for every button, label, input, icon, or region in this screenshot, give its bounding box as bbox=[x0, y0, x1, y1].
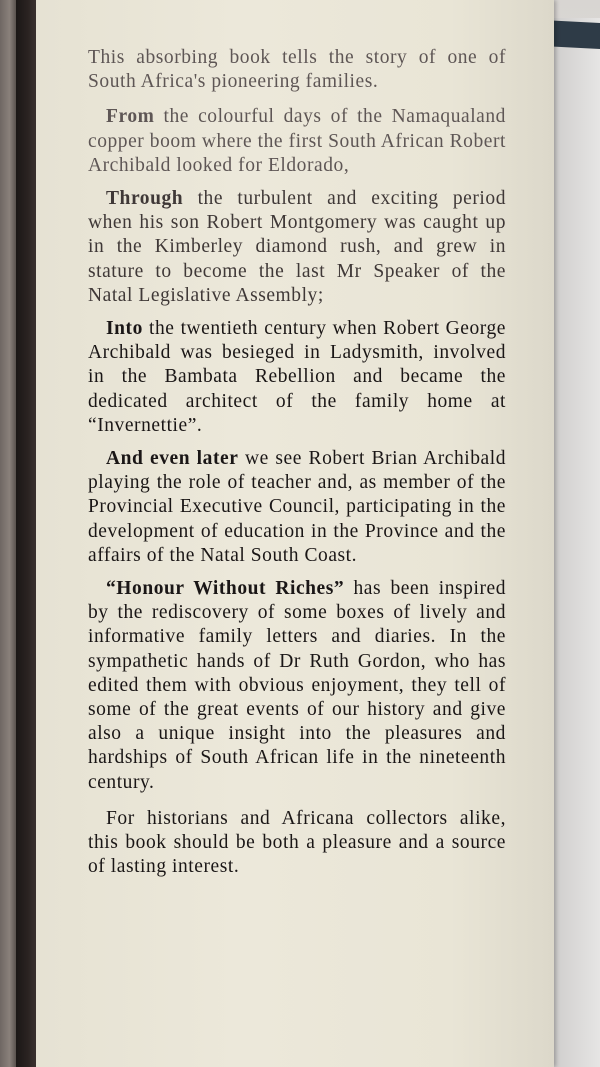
paragraph-text: the twentieth century when Robert George Archibald was besieged in Ladysmith, involved in the Bambata Rebellion and became the dedicated architect of the family home at “Invernettie”. bbox=[88, 318, 506, 436]
book-cover-edge bbox=[16, 0, 36, 1067]
lead-word-into: Into bbox=[106, 318, 143, 340]
blurb-paragraph-even-later bbox=[88, 447, 506, 568]
blurb-intro: This absorbing book tells the story of one of South Africa's pioneering families. bbox=[88, 47, 506, 93]
blurb-closing: For historians and Africana collectors alike, this book should be both a pleasure and a source of lasting interest. bbox=[88, 807, 506, 878]
blurb-paragraph-into bbox=[88, 317, 506, 438]
book-title-mention: “Honour Without Riches” bbox=[106, 578, 345, 600]
blurb-paragraph-from bbox=[88, 105, 506, 178]
lead-word-through: Through bbox=[106, 188, 184, 210]
dust-jacket-flap bbox=[36, 0, 554, 1067]
table-surface bbox=[0, 0, 16, 1067]
lead-word-from: From bbox=[106, 106, 155, 128]
paragraph-text: the colourful days of the Namaqualand copper boom where the first South African Robert Archibald looked for Eldorado, bbox=[88, 106, 506, 176]
blurb-paragraph-honour bbox=[88, 577, 506, 795]
lead-phrase-even-later: And even later bbox=[106, 448, 239, 470]
paragraph-text: we see Robert Brian Archibald playing the role of teacher and, as member of the Provincial Executive Council, participating in the development of education in the Province and the affairs of the Natal South Coast. bbox=[88, 448, 506, 566]
paragraph-text: has been inspired by the rediscovery of some boxes of lively and informative family letters and diaries. In the sympathetic hands of Dr Ruth Gordon, who has edited them with obvious enjoyment, they tell of some of the great events of our history and give also a unique insight into the pleasures and hardships of South African life in the nineteenth century. bbox=[88, 578, 506, 793]
paragraph-text: the turbulent and exciting period when his son Robert Montgomery was caught up in the Kimberley diamond rush, and grew in stature to become the last Mr Speaker of the Natal Legislative Assembly; bbox=[88, 188, 506, 306]
blurb-text bbox=[88, 46, 506, 889]
blurb-paragraph-through bbox=[88, 187, 506, 308]
